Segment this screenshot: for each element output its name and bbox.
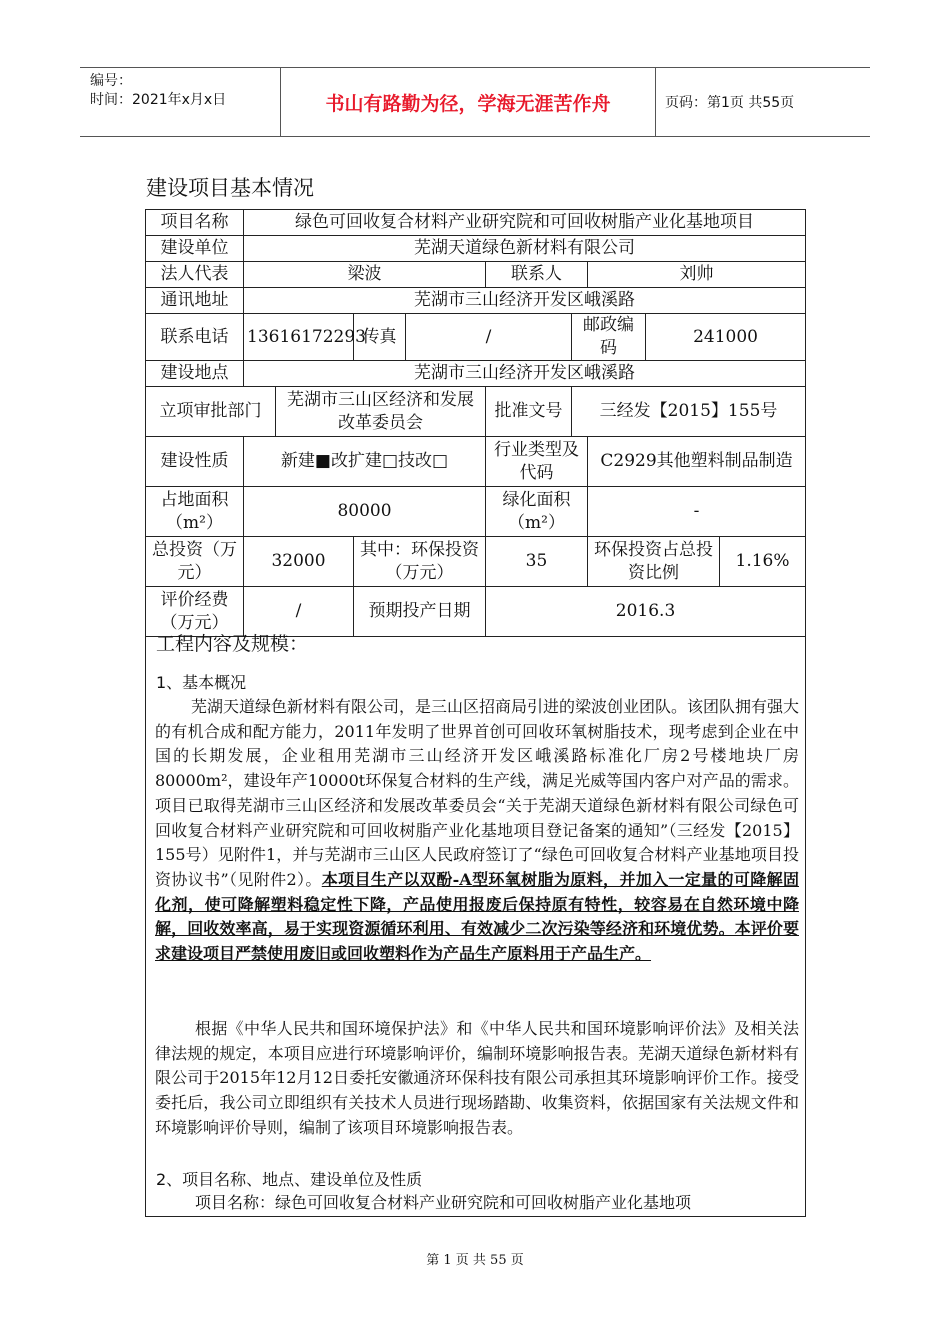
phone-label: 联系电话 [146, 314, 244, 361]
area-value: 80000 [244, 487, 486, 537]
green-area-label: 绿化面积（m²） [486, 487, 588, 537]
fax-label: 传真 [354, 314, 406, 361]
investment-value: 32000 [244, 537, 354, 587]
nature-value: 新建■改扩建□技改□ [244, 437, 486, 487]
table-row [146, 387, 806, 437]
start-date-label: 预期投产日期 [354, 587, 486, 637]
project-name-label: 项目名称 [146, 210, 244, 236]
site-value: 芜湖市三山经济开发区峨溪路 [244, 361, 806, 387]
section-1-heading: 1、基本概况 [156, 673, 247, 692]
env-ratio-label: 环保投资占总投资比例 [588, 537, 720, 587]
page-header [80, 67, 870, 137]
content-title: 工程内容及规模： [156, 633, 309, 655]
paragraph-overview [155, 695, 799, 967]
project-info-table [145, 209, 806, 637]
builder-value: 芜湖天道绿色新材料有限公司 [244, 236, 806, 262]
doc-number-label: 编号： [90, 73, 132, 89]
address-label: 通讯地址 [146, 288, 244, 314]
project-name-value: 绿色可回收复合材料产业研究院和可回收树脂产业化基地项目 [244, 210, 806, 236]
env-invest-value: 35 [486, 537, 588, 587]
env-invest-label: 其中：环保投资（万元） [354, 537, 486, 587]
env-ratio-value: 1.16% [720, 537, 806, 587]
investment-label: 总投资（万元） [146, 537, 244, 587]
eval-fee-label: 评价经费（万元） [146, 587, 244, 637]
overview-text: 芜湖天道绿色新材料有限公司，是三山区招商局引进的梁波创业团队。该团队拥有强大的有机合成和配方能力，2011年发明了世界首创可回收环氧树脂技术，现考虑到企业在中国的长期发展，企业租用芜湖市三山经济开发区峨溪路标准化厂房2号楼地块厂房80000m²，建设年产10000t环保复合材料的生产线，满足光威等国内客户对产品的需求。项目已取得芜湖市三山区经济和发展改革委员会“关于芜湖天道绿色新材料有限公司绿色可回收复合材料产业研究院和可回收树脂产业化基地项目登记备案的通知”（三经发【2015】155号）见附件1，并与芜湖市三山区人民政府签订了“绿色可回收复合材料产业基地项目投资协议书”（见附件2）。 [155, 697, 800, 889]
eval-fee-value: / [244, 587, 354, 637]
table-row [146, 262, 806, 288]
legal-rep-value: 梁波 [244, 262, 486, 288]
section-title: 建设项目基本情况 [146, 176, 314, 200]
approval-no-value: 三经发【2015】155号 [572, 387, 806, 437]
postcode-value: 241000 [646, 314, 806, 361]
legal-rep-label: 法人代表 [146, 262, 244, 288]
site-label: 建设地点 [146, 361, 244, 387]
fax-value: / [406, 314, 572, 361]
overview-emphasis: 本项目生产以双酚-A型环氧树脂为原料，并加入一定量的可降解固化剂，使可降解塑料稳定性下降，产品使用报废后保持原有特性，较容易在自然环境中降解，回收效率高，易于实现资源循环利用、有效减少二次污染等经济和环境优势。本评价要求建设项目严禁使用废旧或回收塑料作为产品生产原料用于产品生产。 [155, 869, 799, 964]
section-2-heading: 2、项目名称、地点、建设单位及性质 [156, 1170, 423, 1189]
table-row [146, 487, 806, 537]
header-meta [90, 72, 226, 110]
nature-label: 建设性质 [146, 437, 244, 487]
table-row [146, 314, 806, 361]
contact-label: 联系人 [486, 262, 588, 288]
header-page-info: 页码：第1页 共55页 [665, 95, 795, 111]
postcode-label: 邮政编码 [572, 314, 646, 361]
table-row [146, 288, 806, 314]
paragraph-project-name: 项目名称：绿色可回收复合材料产业研究院和可回收树脂产业化基地项 [195, 1193, 692, 1212]
approval-dept-label: 立项审批部门 [146, 387, 276, 437]
table-row [146, 437, 806, 487]
approval-dept-value: 芜湖市三山区经济和发展改革委员会 [276, 387, 486, 437]
table-row [146, 236, 806, 262]
content-box [145, 617, 806, 1217]
table-row [146, 537, 806, 587]
industry-label: 行业类型及代码 [486, 437, 588, 487]
header-motto: 书山有路勤为径，学海无涯苦作舟 [280, 68, 656, 136]
area-label: 占地面积（m²） [146, 487, 244, 537]
contact-value: 刘帅 [588, 262, 806, 288]
doc-time-label: 时间：2021年x月x日 [90, 92, 227, 108]
table-row [146, 210, 806, 236]
builder-label: 建设单位 [146, 236, 244, 262]
green-area-value: - [588, 487, 806, 537]
phone-value: 13616172293 [244, 314, 354, 361]
paragraph-legal-basis: 根据《中华人民共和国环境保护法》和《中华人民共和国环境影响评价法》及相关法律法规的规定，本项目应进行环境影响评价，编制环境影响报告表。芜湖天道绿色新材料有限公司于2015年12月12日委托安徽通济环保科技有限公司承担其环境影响评价工作。接受委托后，我公司立即组织有关技术人员进行现场踏勘、收集资料，依据国家有关法规文件和环境影响评价导则，编制了该项目环境影响报告表。 [155, 1019, 799, 1137]
industry-value: C2929其他塑料制品制造 [588, 437, 806, 487]
start-date-value: 2016.3 [486, 587, 806, 637]
page-footer: 第 1 页 共 55 页 [426, 1253, 524, 1268]
approval-no-label: 批准文号 [486, 387, 572, 437]
table-row [146, 361, 806, 387]
address-value: 芜湖市三山经济开发区峨溪路 [244, 288, 806, 314]
